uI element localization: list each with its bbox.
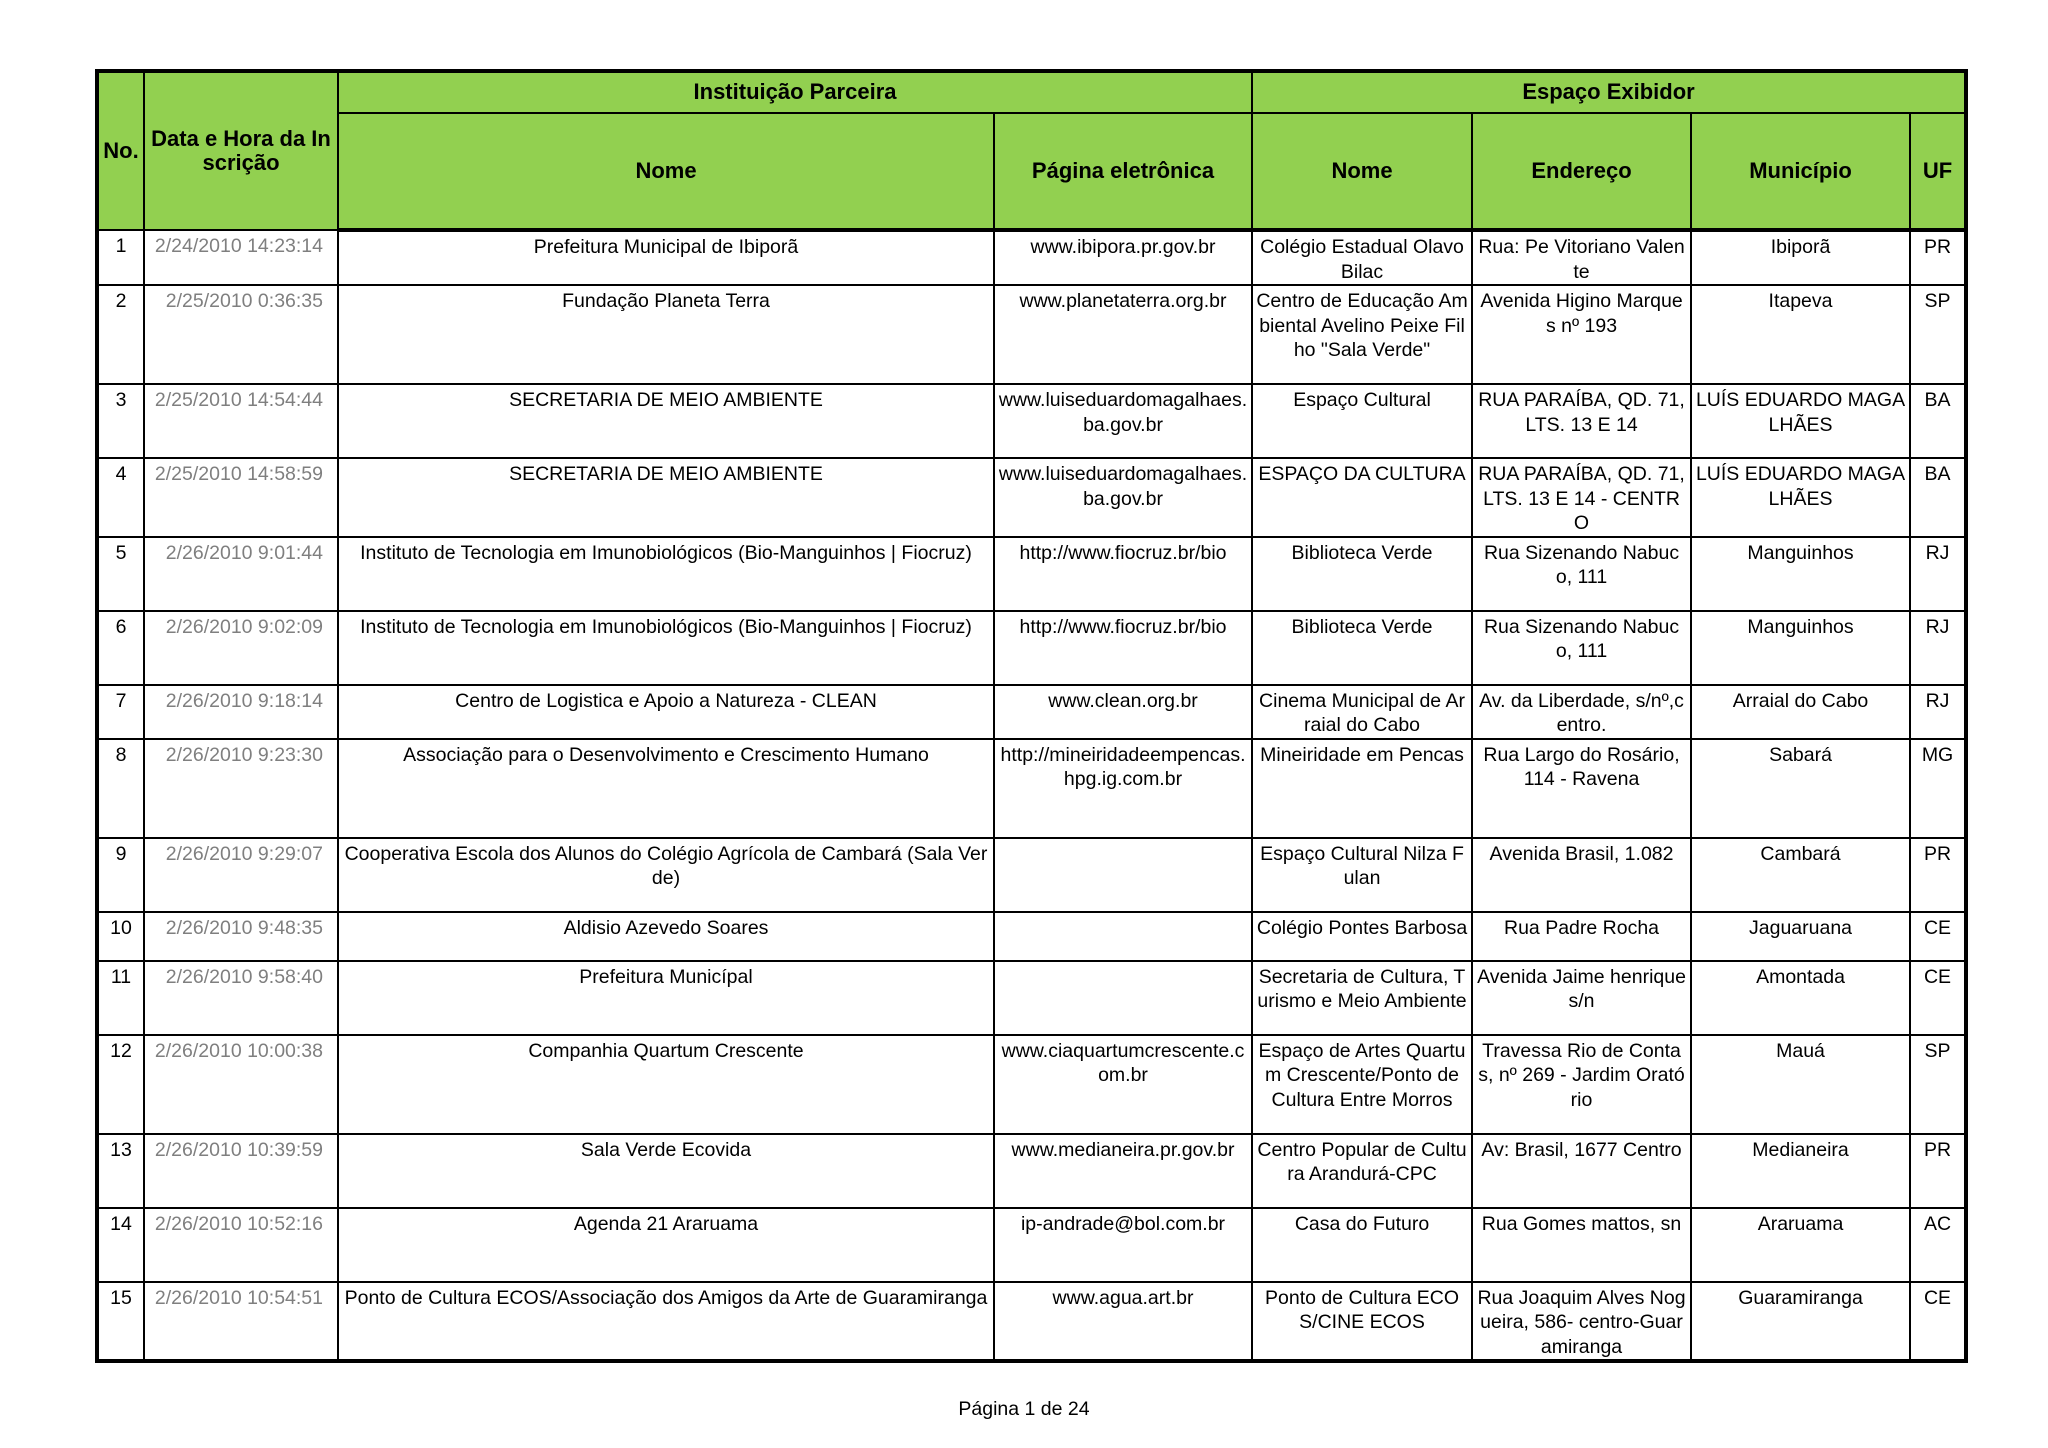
cell-address: Rua Joaquim Alves Nogueira, 586- centro-Guaramiranga bbox=[1472, 1282, 1691, 1362]
cell-municipality: Cambará bbox=[1691, 838, 1910, 912]
cell-date: 2/26/2010 10:39:59 bbox=[144, 1134, 338, 1208]
cell-institution: Prefeitura Municipal de Ibiporã bbox=[338, 230, 994, 285]
cell-website: www.ciaquartumcrescente.com.br bbox=[994, 1035, 1252, 1134]
cell-uf: RJ bbox=[1910, 685, 1966, 739]
cell-institution: Associação para o Desenvolvimento e Crescimento Humano bbox=[338, 739, 994, 838]
cell-space-name: Colégio Pontes Barbosa bbox=[1252, 912, 1472, 961]
cell-space-name: Colégio Estadual Olavo Bilac bbox=[1252, 230, 1472, 285]
cell-website: http://www.fiocruz.br/bio bbox=[994, 611, 1252, 685]
cell-space-name: Centro Popular de Cultura Arandurá-CPC bbox=[1252, 1134, 1472, 1208]
cell-municipality: LUÍS EDUARDO MAGALHÃES bbox=[1691, 384, 1910, 458]
cell-space-name: ESPAÇO DA CULTURA bbox=[1252, 458, 1472, 537]
header-municipality: Município bbox=[1691, 113, 1910, 230]
cell-no: 9 bbox=[97, 838, 144, 912]
header-partner-name: Nome bbox=[338, 113, 994, 230]
cell-website bbox=[994, 961, 1252, 1035]
cell-no: 7 bbox=[97, 685, 144, 739]
cell-address: Avenida Jaime henrique s/n bbox=[1472, 961, 1691, 1035]
cell-municipality: Araruama bbox=[1691, 1208, 1910, 1282]
table-row bbox=[97, 912, 1966, 961]
table-row bbox=[97, 384, 1966, 458]
cell-no: 12 bbox=[97, 1035, 144, 1134]
cell-uf: PR bbox=[1910, 838, 1966, 912]
header-address: Endereço bbox=[1472, 113, 1691, 230]
cell-address: Rua Sizenando Nabuco, 111 bbox=[1472, 537, 1691, 611]
cell-website: http://www.fiocruz.br/bio bbox=[994, 537, 1252, 611]
cell-address: Av: Brasil, 1677 Centro bbox=[1472, 1134, 1691, 1208]
cell-address: RUA PARAÍBA, QD. 71, LTS. 13 E 14 - CENTRO bbox=[1472, 458, 1691, 537]
cell-website: www.clean.org.br bbox=[994, 685, 1252, 739]
cell-date: 2/26/2010 9:23:30 bbox=[144, 739, 338, 838]
cell-no: 2 bbox=[97, 285, 144, 384]
cell-institution: Centro de Logistica e Apoio a Natureza - CLEAN bbox=[338, 685, 994, 739]
cell-institution: Aldisio Azevedo Soares bbox=[338, 912, 994, 961]
cell-uf: PR bbox=[1910, 1134, 1966, 1208]
table-body bbox=[97, 230, 1966, 1361]
cell-municipality: Amontada bbox=[1691, 961, 1910, 1035]
cell-uf: BA bbox=[1910, 458, 1966, 537]
cell-uf: SP bbox=[1910, 1035, 1966, 1134]
cell-municipality: Mauá bbox=[1691, 1035, 1910, 1134]
cell-space-name: Casa do Futuro bbox=[1252, 1208, 1472, 1282]
header-date-time: Data e Hora da Inscrição bbox=[144, 71, 338, 230]
cell-address: Av. da Liberdade, s/nº,centro. bbox=[1472, 685, 1691, 739]
cell-uf: MG bbox=[1910, 739, 1966, 838]
header-partner-institution: Instituição Parceira bbox=[338, 71, 1252, 113]
cell-date: 2/26/2010 9:48:35 bbox=[144, 912, 338, 961]
cell-website: www.planetaterra.org.br bbox=[994, 285, 1252, 384]
cell-address: Rua Padre Rocha bbox=[1472, 912, 1691, 961]
cell-date: 2/26/2010 9:18:14 bbox=[144, 685, 338, 739]
cell-uf: BA bbox=[1910, 384, 1966, 458]
cell-no: 15 bbox=[97, 1282, 144, 1362]
header-no: No. bbox=[97, 71, 144, 230]
registrations-table bbox=[95, 69, 1968, 1363]
cell-website: ip-andrade@bol.com.br bbox=[994, 1208, 1252, 1282]
cell-address: Rua Largo do Rosário, 114 - Ravena bbox=[1472, 739, 1691, 838]
header-space-name: Nome bbox=[1252, 113, 1472, 230]
cell-municipality: Manguinhos bbox=[1691, 611, 1910, 685]
cell-institution: Companhia Quartum Crescente bbox=[338, 1035, 994, 1134]
cell-uf: PR bbox=[1910, 230, 1966, 285]
cell-date: 2/26/2010 9:01:44 bbox=[144, 537, 338, 611]
cell-institution: Instituto de Tecnologia em Imunobiológicos (Bio-Manguinhos | Fiocruz) bbox=[338, 611, 994, 685]
cell-date: 2/25/2010 14:54:44 bbox=[144, 384, 338, 458]
cell-no: 8 bbox=[97, 739, 144, 838]
cell-address: Rua Sizenando Nabuco, 111 bbox=[1472, 611, 1691, 685]
table-row bbox=[97, 458, 1966, 537]
cell-space-name: Biblioteca Verde bbox=[1252, 611, 1472, 685]
cell-space-name: Ponto de Cultura ECOS/CINE ECOS bbox=[1252, 1282, 1472, 1362]
cell-website: http://mineiridadeempencas.hpg.ig.com.br bbox=[994, 739, 1252, 838]
cell-date: 2/24/2010 14:23:14 bbox=[144, 230, 338, 285]
cell-date: 2/26/2010 9:02:09 bbox=[144, 611, 338, 685]
cell-no: 13 bbox=[97, 1134, 144, 1208]
cell-institution: Prefeitura Municípal bbox=[338, 961, 994, 1035]
cell-uf: RJ bbox=[1910, 537, 1966, 611]
cell-space-name: Biblioteca Verde bbox=[1252, 537, 1472, 611]
cell-no: 6 bbox=[97, 611, 144, 685]
cell-uf: AC bbox=[1910, 1208, 1966, 1282]
cell-no: 5 bbox=[97, 537, 144, 611]
cell-address: Avenida Higino Marques nº 193 bbox=[1472, 285, 1691, 384]
cell-uf: RJ bbox=[1910, 611, 1966, 685]
cell-institution: Fundação Planeta Terra bbox=[338, 285, 994, 384]
table-row bbox=[97, 230, 1966, 285]
header-partner-website: Página eletrônica bbox=[994, 113, 1252, 230]
cell-website: www.ibipora.pr.gov.br bbox=[994, 230, 1252, 285]
table-row bbox=[97, 1134, 1966, 1208]
cell-space-name: Cinema Municipal de Arraial do Cabo bbox=[1252, 685, 1472, 739]
cell-no: 3 bbox=[97, 384, 144, 458]
cell-uf: CE bbox=[1910, 961, 1966, 1035]
cell-address: Rua Gomes mattos, sn bbox=[1472, 1208, 1691, 1282]
cell-municipality: Sabará bbox=[1691, 739, 1910, 838]
cell-institution: Ponto de Cultura ECOS/Associação dos Amigos da Arte de Guaramiranga bbox=[338, 1282, 994, 1362]
cell-website: www.luiseduardomagalhaes.ba.gov.br bbox=[994, 458, 1252, 537]
cell-address: Rua: Pe Vitoriano Valente bbox=[1472, 230, 1691, 285]
cell-website bbox=[994, 838, 1252, 912]
cell-municipality: Jaguaruana bbox=[1691, 912, 1910, 961]
cell-uf: CE bbox=[1910, 1282, 1966, 1362]
cell-no: 10 bbox=[97, 912, 144, 961]
cell-website: www.luiseduardomagalhaes.ba.gov.br bbox=[994, 384, 1252, 458]
table-row bbox=[97, 1282, 1966, 1362]
cell-municipality: Itapeva bbox=[1691, 285, 1910, 384]
cell-municipality: Guaramiranga bbox=[1691, 1282, 1910, 1362]
cell-website: www.agua.art.br bbox=[994, 1282, 1252, 1362]
cell-no: 11 bbox=[97, 961, 144, 1035]
cell-no: 4 bbox=[97, 458, 144, 537]
cell-institution: Sala Verde Ecovida bbox=[338, 1134, 994, 1208]
cell-institution: SECRETARIA DE MEIO AMBIENTE bbox=[338, 458, 994, 537]
cell-date: 2/26/2010 9:29:07 bbox=[144, 838, 338, 912]
cell-space-name: Espaço de Artes Quartum Crescente/Ponto de Cultura Entre Morros bbox=[1252, 1035, 1472, 1134]
cell-space-name: Espaço Cultural Nilza Fulan bbox=[1252, 838, 1472, 912]
cell-no: 14 bbox=[97, 1208, 144, 1282]
cell-municipality: Medianeira bbox=[1691, 1134, 1910, 1208]
cell-institution: SECRETARIA DE MEIO AMBIENTE bbox=[338, 384, 994, 458]
cell-date: 2/26/2010 10:54:51 bbox=[144, 1282, 338, 1362]
cell-address: Travessa Rio de Contas, nº 269 - Jardim Oratório bbox=[1472, 1035, 1691, 1134]
table-row bbox=[97, 838, 1966, 912]
table-header bbox=[97, 71, 1966, 230]
cell-date: 2/26/2010 10:52:16 bbox=[144, 1208, 338, 1282]
table-row bbox=[97, 611, 1966, 685]
cell-uf: SP bbox=[1910, 285, 1966, 384]
cell-date: 2/25/2010 0:36:35 bbox=[144, 285, 338, 384]
table-row bbox=[97, 537, 1966, 611]
table-row bbox=[97, 1208, 1966, 1282]
cell-municipality: Arraial do Cabo bbox=[1691, 685, 1910, 739]
header-exhibitor-space: Espaço Exibidor bbox=[1252, 71, 1966, 113]
cell-space-name: Secretaria de Cultura, Turismo e Meio Ambiente bbox=[1252, 961, 1472, 1035]
cell-website bbox=[994, 912, 1252, 961]
table-row bbox=[97, 739, 1966, 838]
table-row bbox=[97, 685, 1966, 739]
cell-institution: Instituto de Tecnologia em Imunobiológicos (Bio-Manguinhos | Fiocruz) bbox=[338, 537, 994, 611]
cell-space-name: Centro de Educação Ambiental Avelino Peixe Filho "Sala Verde" bbox=[1252, 285, 1472, 384]
table-row bbox=[97, 961, 1966, 1035]
cell-uf: CE bbox=[1910, 912, 1966, 961]
cell-municipality: Manguinhos bbox=[1691, 537, 1910, 611]
cell-space-name: Espaço Cultural bbox=[1252, 384, 1472, 458]
table-row bbox=[97, 285, 1966, 384]
cell-address: RUA PARAÍBA, QD. 71, LTS. 13 E 14 bbox=[1472, 384, 1691, 458]
cell-address: Avenida Brasil, 1.082 bbox=[1472, 838, 1691, 912]
page-number: Página 1 de 24 bbox=[958, 1398, 1090, 1420]
cell-date: 2/25/2010 14:58:59 bbox=[144, 458, 338, 537]
header-uf: UF bbox=[1910, 113, 1966, 230]
cell-municipality: LUÍS EDUARDO MAGALHÃES bbox=[1691, 458, 1910, 537]
cell-no: 1 bbox=[97, 230, 144, 285]
table-row bbox=[97, 1035, 1966, 1134]
cell-municipality: Ibiporã bbox=[1691, 230, 1910, 285]
cell-website: www.medianeira.pr.gov.br bbox=[994, 1134, 1252, 1208]
cell-institution: Cooperativa Escola dos Alunos do Colégio Agrícola de Cambará (Sala Verde) bbox=[338, 838, 994, 912]
cell-date: 2/26/2010 10:00:38 bbox=[144, 1035, 338, 1134]
cell-date: 2/26/2010 9:58:40 bbox=[144, 961, 338, 1035]
cell-institution: Agenda 21 Araruama bbox=[338, 1208, 994, 1282]
cell-space-name: Mineiridade em Pencas bbox=[1252, 739, 1472, 838]
